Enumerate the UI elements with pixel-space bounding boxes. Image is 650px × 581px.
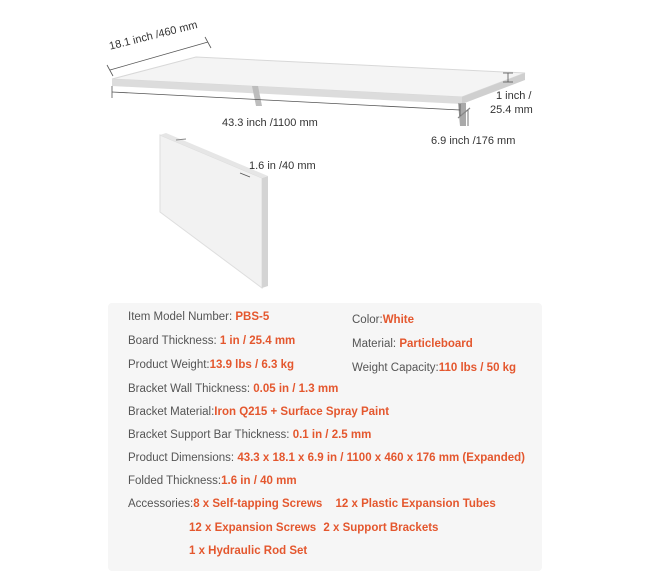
width-label: 43.3 inch /1100 mm (222, 117, 318, 129)
spec-bracket-material: Bracket Material:Iron Q215 + Surface Spray Paint (128, 406, 390, 418)
thickness-label-2: 25.4 mm (490, 104, 533, 116)
spec-accessories: Accessories:8 x Self-tapping Screws 12 x Plastic Expansion Tubes (128, 498, 496, 510)
bracket-depth-label: 6.9 inch /176 mm (431, 135, 516, 147)
depth-label: 18.1 inch /460 mm (108, 19, 199, 53)
spec-accessories-3: 1 x Hydraulic Rod Set (189, 545, 308, 557)
spec-accessories-2: 12 x Expansion Screws 2 x Support Brackets (189, 522, 439, 534)
spec-capacity: Weight Capacity:110 lbs / 50 kg (352, 362, 517, 374)
spec-wall: Bracket Wall Thickness: 0.05 in / 1.3 mm (128, 383, 339, 395)
folded-label: 1.6 in /40 mm (249, 160, 316, 172)
spec-folded: Folded Thickness:1.6 in / 40 mm (128, 475, 297, 487)
spec-dimensions: Product Dimensions: 43.3 x 18.1 x 6.9 in / 1100 x 460 x 176 mm (Expanded) (128, 452, 525, 464)
thickness-label-1: 1 inch / (496, 90, 532, 102)
spec-model: Item Model Number: PBS-5 (128, 311, 270, 323)
folded-board-edge (262, 176, 268, 288)
spec-material: Material: Particleboard (352, 338, 473, 350)
spec-board: Board Thickness: 1 in / 25.4 mm (128, 335, 296, 347)
folded-board-front (160, 135, 262, 288)
spec-color: Color:White (352, 314, 414, 326)
spec-panel (108, 303, 542, 571)
spec-bar: Bracket Support Bar Thickness: 0.1 in / 2.5 mm (128, 429, 372, 441)
spec-weight: Product Weight:13.9 lbs / 6.3 kg (128, 359, 294, 371)
